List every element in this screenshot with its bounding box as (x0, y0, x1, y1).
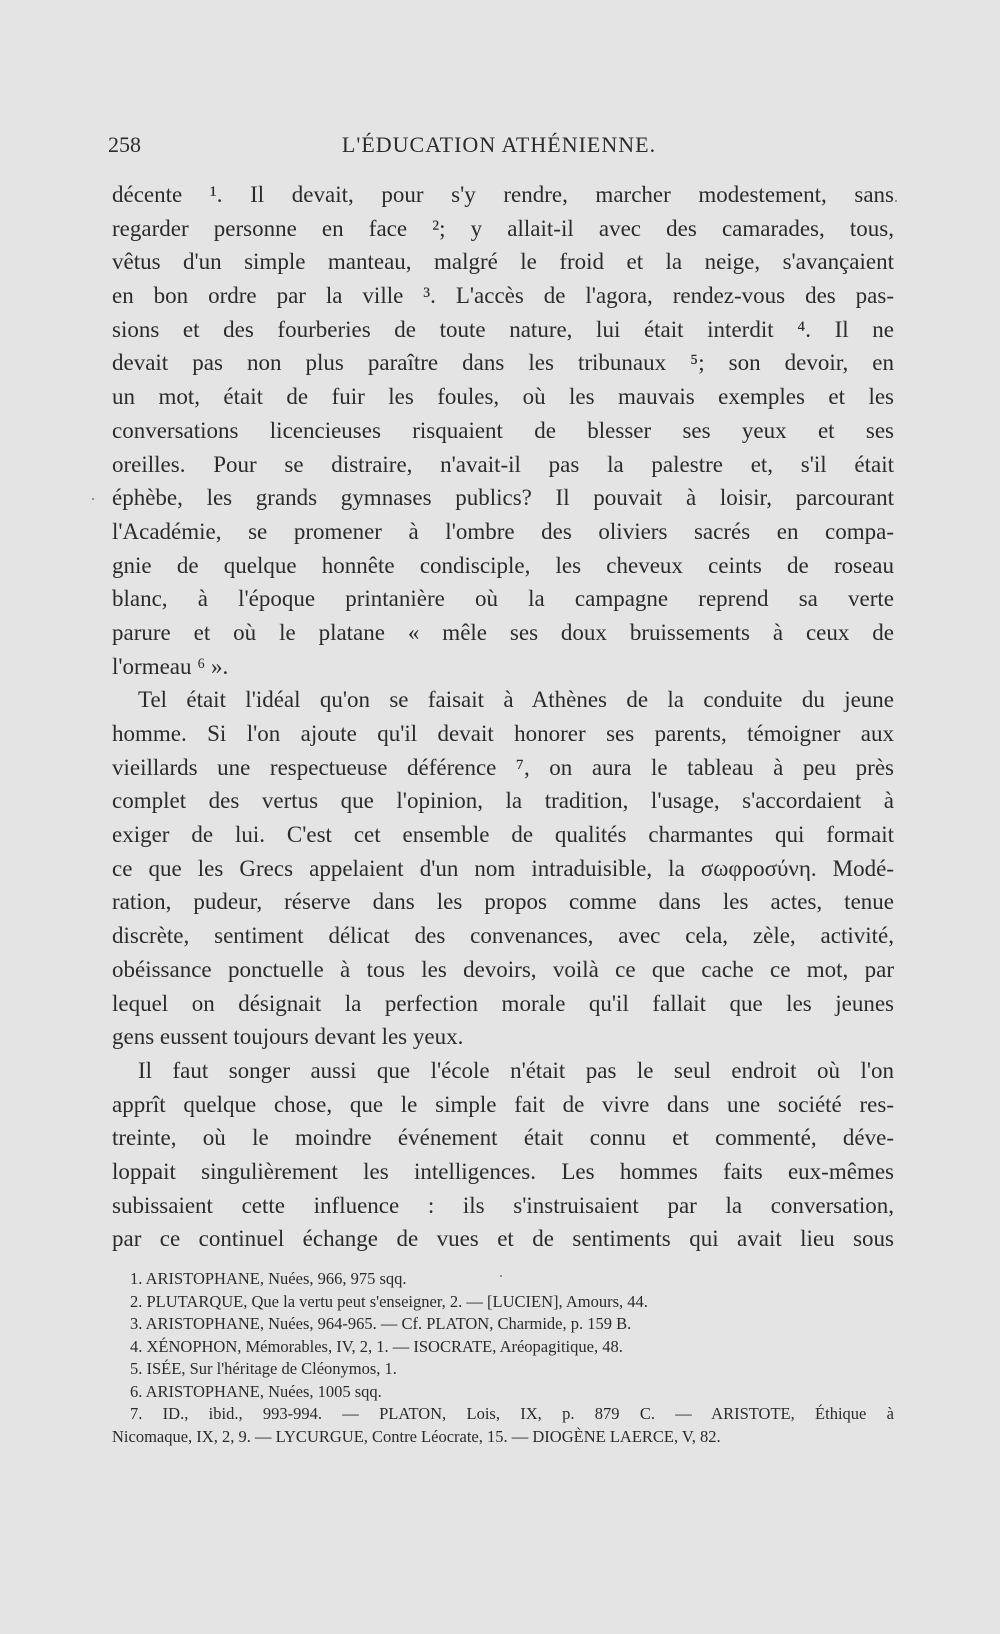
text-line: apprît quelque chose, que le simple fait de vivre dans une société res- (112, 1091, 894, 1117)
text-line: loppait singulièrement les intelligences. Les hommes faits eux-mêmes (112, 1158, 894, 1184)
paper-speck (895, 200, 897, 202)
paper-speck (500, 1275, 502, 1277)
text-line: en bon ordre par la ville ³. L'accès de l'agora, rendez-vous des pas- (112, 283, 894, 309)
footnote-continuation: Nicomaque, IX, 2, 9. — LYCURGUE, Contre Léocrate, 15. — DIOGÈNE LAERCE, V, 82. (112, 1426, 721, 1446)
running-header (108, 130, 890, 160)
text-line: parure et où le platane « mêle ses doux bruissements à ceux de (112, 619, 894, 645)
text-line: subissaient cette influence : ils s'instruisaient par la conversation, (112, 1192, 894, 1218)
text-line: conversations licencieuses risquaient de blesser ses yeux et ses (112, 417, 894, 443)
text-line: un mot, était de fuir les foules, où les mauvais exemples et les (112, 384, 894, 410)
text-line: obéissance ponctuelle à tous les devoirs, voilà ce que cache ce mot, par (112, 956, 894, 982)
footnote: 1. ARISTOPHANE, Nuées, 966, 975 sqq. (130, 1269, 407, 1288)
text-line: Tel était l'idéal qu'on se faisait à Athènes de la conduite du jeune (138, 687, 894, 713)
text-line: devait pas non plus paraître dans les tribunaux ⁵; son devoir, en (112, 350, 894, 376)
text-line: discrète, sentiment délicat des convenances, avec cela, zèle, activité, (112, 923, 894, 949)
text-line: lequel on désignait la perfection morale qu'il fallait que les jeunes (112, 990, 894, 1016)
text-line: complet des vertus que l'opinion, la tradition, l'usage, s'accordaient à (112, 788, 894, 814)
footnotes (112, 1268, 894, 1448)
text-line: blanc, à l'époque printanière où la campagne reprend sa verte (112, 586, 894, 612)
text-line: Il faut songer aussi que l'école n'était pas le seul endroit où l'on (138, 1057, 894, 1083)
text-line: vieillards une respectueuse déférence ⁷, on aura le tableau à peu près (112, 754, 894, 780)
text-line: par ce continuel échange de vues et de sentiments qui avait lieu sous (112, 1226, 894, 1252)
text-line: éphèbe, les grands gymnases publics? Il pouvait à loisir, parcourant (112, 485, 894, 511)
main-text (112, 178, 894, 1256)
text-line: l'Académie, se promener à l'ombre des oliviers sacrés en compa- (112, 518, 894, 544)
text-line: oreilles. Pour se distraire, n'avait-il pas la palestre et, s'il était (112, 451, 894, 477)
text-line: homme. Si l'on ajoute qu'il devait honorer ses parents, témoigner aux (112, 721, 894, 746)
footnote: 5. ISÉE, Sur l'héritage de Cléonymos, 1. (130, 1359, 397, 1378)
text-line: l'ormeau ⁶ ». (112, 653, 229, 679)
footnote: 4. XÉNOPHON, Mémorables, IV, 2, 1. — ISOCRATE, Aréopagitique, 48. (130, 1336, 623, 1356)
footnote: 3. ARISTOPHANE, Nuées, 964-965. — Cf. PLATON, Charmide, p. 159 B. (130, 1314, 632, 1333)
footnote: 6. ARISTOPHANE, Nuées, 1005 sqq. (130, 1381, 382, 1401)
text-line: sions et des fourberies de toute nature, lui était interdit ⁴. Il ne (112, 316, 894, 342)
text-line: vêtus d'un simple manteau, malgré le froid et la neige, s'avançaient (112, 249, 894, 275)
text-line: exiger de lui. C'est cet ensemble de qualités charmantes qui formait (112, 822, 894, 848)
footnote: 7. ID., ibid., 993-994. — PLATON, Lois, IX, p. 879 C. — ARISTOTE, Éthique à (130, 1404, 894, 1423)
text-line: décente ¹. Il devait, pour s'y rendre, marcher modestement, sans (112, 182, 894, 207)
running-title: L'ÉDUCATION ATHÉNIENNE. (341, 132, 657, 157)
text-line: gens eussent toujours devant les yeux. (112, 1024, 464, 1050)
text-line: treinte, où le moindre événement était connu et commenté, déve- (112, 1125, 894, 1151)
text-line: ration, pudeur, réserve dans les propos comme dans les actes, tenue (112, 889, 894, 915)
footnote: 2. PLUTARQUE, Que la vertu peut s'enseigner, 2. — [LUCIEN], Amours, 44. (130, 1291, 648, 1311)
text-line: regarder personne en face ²; y allait-il avec des camarades, tous, (112, 215, 894, 241)
text-line: gnie de quelque honnête condisciple, les cheveux ceints de roseau (112, 552, 894, 578)
text-line: ce que les Grecs appelaient d'un nom intraduisible, la σωφροσύνη. Modé- (112, 855, 894, 881)
page-number: 258 (108, 132, 141, 157)
paper-speck (92, 498, 94, 500)
